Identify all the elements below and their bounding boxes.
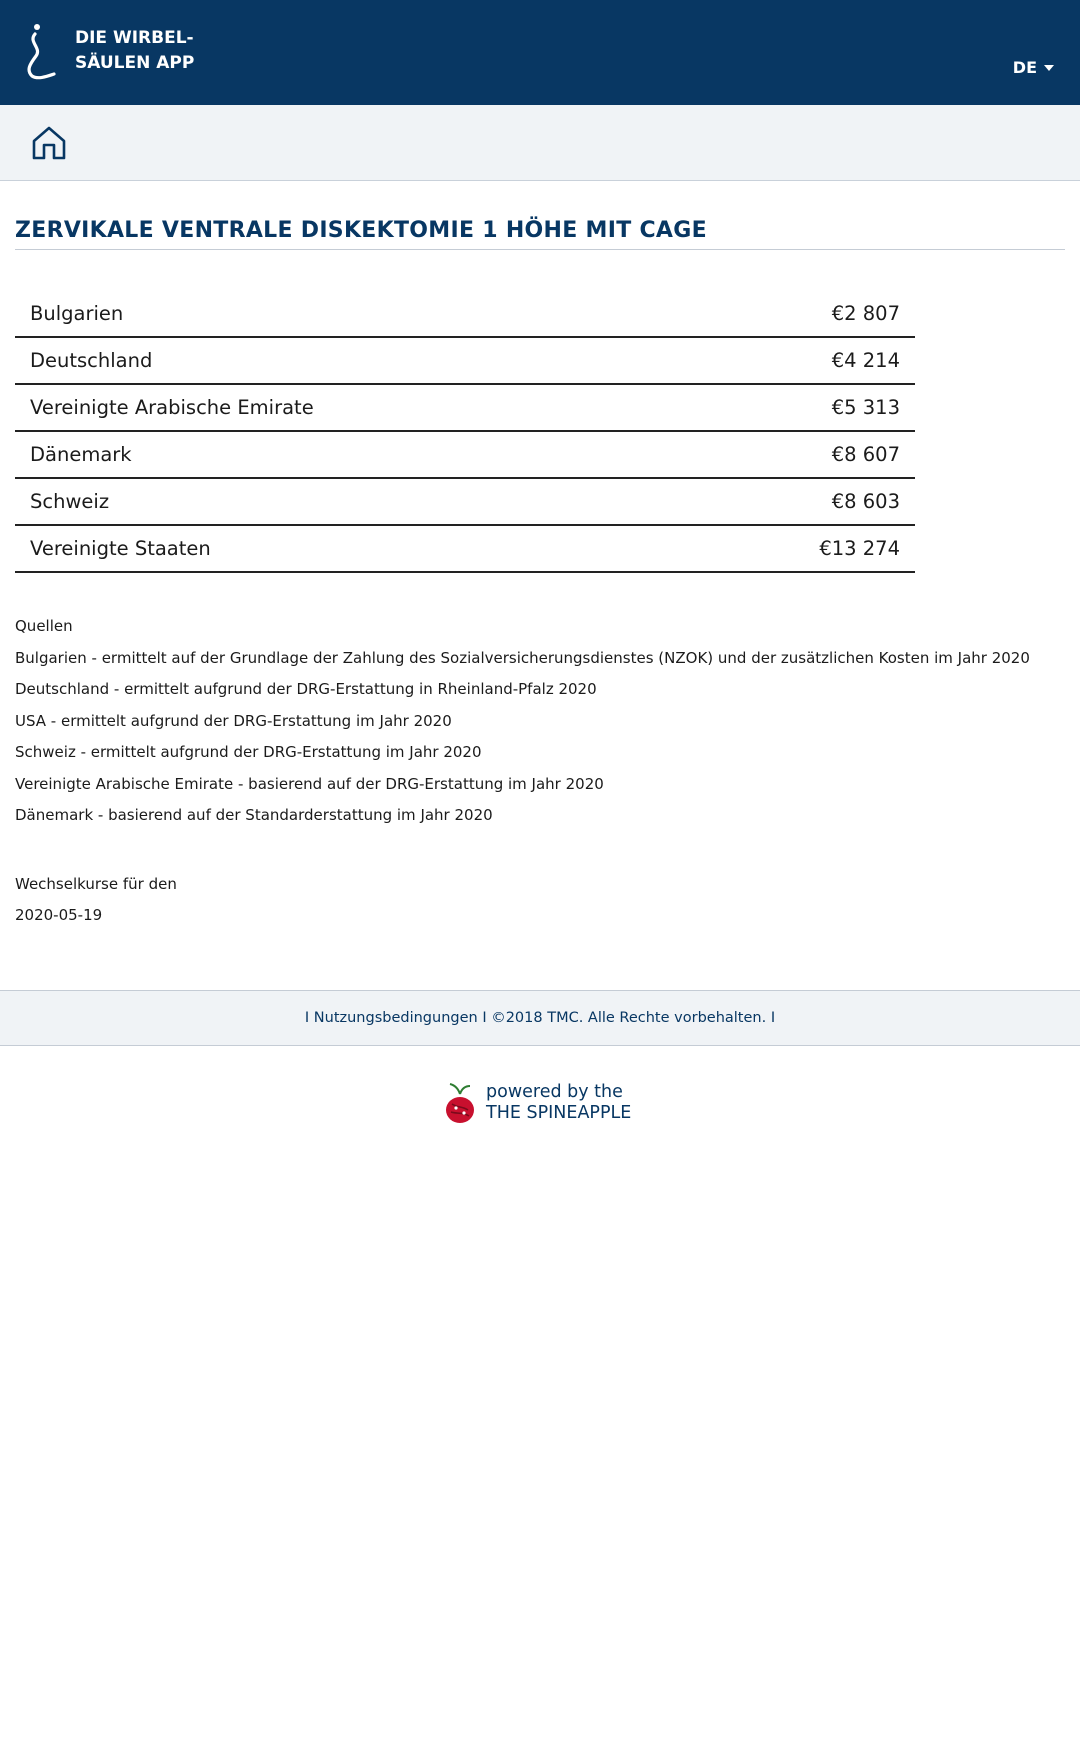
source-item: USA - ermittelt aufgrund der DRG-Erstattung im Jahr 2020 xyxy=(15,711,452,730)
app-title-line-1: DIE WIRBEL- xyxy=(75,28,194,48)
table-row xyxy=(15,525,915,572)
footer xyxy=(0,990,1080,1046)
caret-down-icon xyxy=(1044,65,1054,71)
powered-by-line-1: powered by the xyxy=(486,1082,623,1102)
footer-separator: I xyxy=(770,1010,776,1026)
country-price: €5 313 xyxy=(697,384,915,431)
country-price: €8 607 xyxy=(697,431,915,478)
table-row xyxy=(15,337,915,384)
language-selector[interactable] xyxy=(1013,58,1054,77)
spine-figure-icon[interactable] xyxy=(18,22,60,80)
app-title[interactable] xyxy=(75,26,195,76)
exchange-rates-date: 2020-05-19 xyxy=(15,906,103,924)
powered-by-text xyxy=(486,1082,631,1124)
country-price: €13 274 xyxy=(697,525,915,572)
country-name: Dänemark xyxy=(15,431,697,478)
country-price: €4 214 xyxy=(697,337,915,384)
table-row xyxy=(15,290,915,337)
country-name: Vereinigte Staaten xyxy=(15,525,697,572)
copyright-text: ©2018 TMC. Alle Rechte vorbehalten. xyxy=(491,1010,767,1026)
powered-by-line-2: THE SPINEAPPLE xyxy=(486,1103,632,1123)
source-item: Schweiz - ermittelt aufgrund der DRG-Erstattung im Jahr 2020 xyxy=(15,743,482,761)
terms-link[interactable]: Nutzungsbedingungen xyxy=(313,1010,478,1026)
app-title-line-2: SÄULEN APP xyxy=(75,53,195,73)
sources-heading: Quellen xyxy=(15,617,73,635)
source-item: Deutschland - ermittelt aufgrund der DRG-Erstattung in Rheinland-Pfalz 2020 xyxy=(15,680,597,698)
app-header xyxy=(0,0,1080,105)
exchange-rates-label: Wechselkurse für den xyxy=(15,874,177,893)
page-title: ZERVIKALE VENTRALE DISKEKTOMIE 1 HÖHE MIT CAGE xyxy=(15,218,1065,250)
table-row xyxy=(15,478,915,525)
source-item: Bulgarien - ermittelt auf der Grundlage der Zahlung des Sozialversicherungsdienstes (NZOK) und der zusätzlichen Kosten im Jahr 2020 xyxy=(15,648,1030,667)
country-name: Schweiz xyxy=(15,478,697,525)
footer-separator: I xyxy=(304,1010,310,1026)
footer-separator: I xyxy=(482,1010,487,1026)
home-icon[interactable] xyxy=(30,125,68,161)
sources-section xyxy=(15,611,1065,832)
main-content xyxy=(15,181,1065,932)
country-name: Bulgarien xyxy=(15,290,697,337)
source-item: Vereinigte Arabische Emirate - basierend auf der DRG-Erstattung im Jahr 2020 xyxy=(15,774,604,793)
language-label: DE xyxy=(1012,58,1037,77)
country-name: Deutschland xyxy=(15,337,697,384)
table-row xyxy=(15,431,915,478)
exchange-rates-section xyxy=(15,869,1065,932)
table-row xyxy=(15,384,915,431)
powered-by[interactable] xyxy=(442,1080,631,1126)
country-price: €2 807 xyxy=(697,290,915,337)
navigation-bar xyxy=(0,105,1080,181)
country-name: Vereinigte Arabische Emirate xyxy=(15,384,697,431)
source-item: Dänemark - basierend auf der Standarderstattung im Jahr 2020 xyxy=(15,806,493,824)
country-price: €8 603 xyxy=(697,478,915,525)
spineapple-logo-icon xyxy=(442,1080,478,1126)
price-table xyxy=(15,290,915,573)
